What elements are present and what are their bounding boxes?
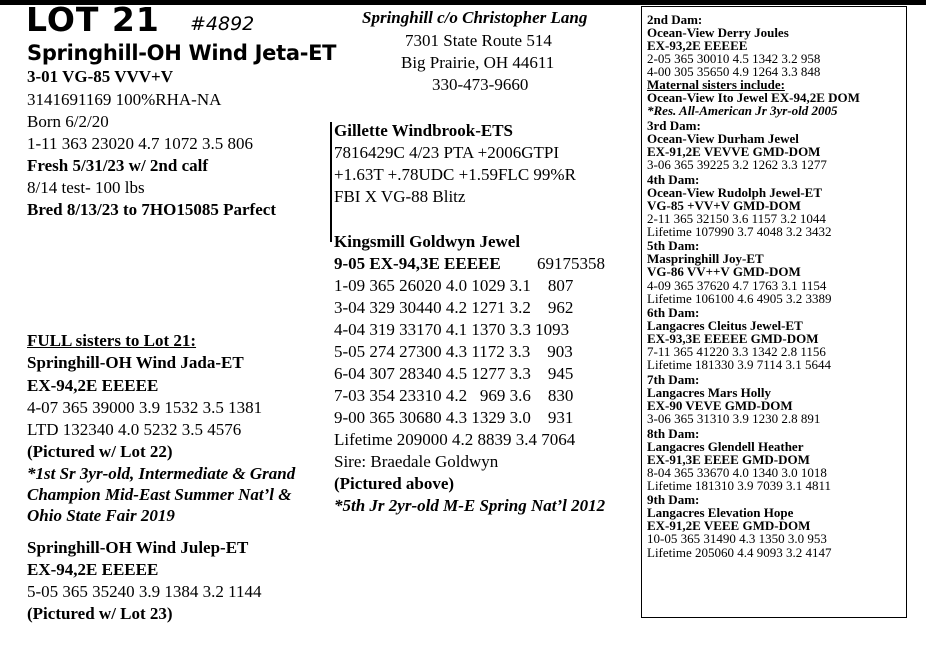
birth-date: Born 6/2/20	[27, 112, 109, 131]
sister2-pictured: (Pictured w/ Lot 23)	[27, 604, 173, 623]
pedigree-line: Langacres Mars Holly	[647, 384, 771, 400]
pedigree-line: Lifetime 181330 3.9 7114 3.1 5644	[647, 357, 832, 373]
test-result: 8/14 test- 100 lbs	[27, 178, 145, 197]
sister2-class: EX-94,2E EEEEE	[27, 560, 159, 579]
dam-generation-heading: 4th Dam:	[647, 171, 700, 187]
sire-name: Gillette Windbrook-ETS	[334, 121, 514, 140]
consignor-address1: 7301 State Route 514	[405, 31, 552, 50]
dam-generation-heading: 7th Dam:	[647, 371, 700, 387]
dam-generation-heading: 8th Dam:	[647, 425, 700, 441]
sister2-name: Springhill-OH Wind Julep-ET	[27, 538, 249, 557]
consignor-phone: 330-473-9660	[432, 75, 529, 94]
pedigree-line: EX-91,2E VEEE GMD-DOM	[647, 518, 811, 534]
dam-record: 5-05 274 27300 4.3 1172 3.3 903	[334, 342, 573, 361]
dam-record: 3-04 329 30440 4.2 1271 3.2 962	[334, 298, 574, 317]
dam-record: 4-04 319 33170 4.1 1370 3.3 1093	[334, 320, 570, 339]
pedigree-line: 3-06 365 31310 3.9 1230 2.8 891	[647, 411, 821, 426]
dam-generation-heading: 2nd Dam:	[647, 12, 703, 27]
sire-info: 7816429C 4/23 PTA +2006GTPI	[334, 143, 559, 162]
sister1-lifetime: LTD 132340 4.0 5232 3.5 4576	[27, 420, 242, 439]
fresh-date: Fresh 5/31/23 w/ 2nd calf	[27, 156, 209, 175]
sister1-note-line: Ohio State Fair 2019	[27, 506, 175, 525]
pedigree-line: Langacres Elevation Hope	[647, 505, 794, 521]
dam-record: 9-00 365 30680 4.3 1329 3.0 931	[334, 408, 574, 427]
pedigree-line: 4-00 305 35650 4.9 1264 3.3 848	[647, 64, 821, 80]
pedigree-line: 2-11 365 32150 3.6 1157 3.2 1044	[647, 210, 826, 226]
consignor-address2: Big Prairie, OH 44611	[401, 53, 555, 72]
pedigree-line: EX-90 VEVE GMD-DOM	[647, 397, 793, 413]
maternal-line-box	[641, 6, 907, 618]
sister1-pictured: (Pictured w/ Lot 22)	[27, 442, 173, 461]
pedigree-line: VG-85 +VV+V GMD-DOM	[647, 197, 801, 213]
dam-record: 6-04 307 28340 4.5 1277 3.3 945	[334, 364, 574, 383]
pedigree-line: 3-06 365 39225 3.2 1262 3.3 1277	[647, 157, 827, 173]
registration: 3141691169 100%RHA-NA	[27, 90, 222, 109]
pedigree-line: 2-05 365 30010 4.5 1342 3.2 958	[647, 51, 821, 67]
sister1-note-line: *1st Sr 3yr-old, Intermediate & Grand	[27, 464, 296, 483]
sister1-note-line: Champion Mid-East Summer Nat’l &	[27, 485, 292, 504]
dam-record: 1-09 365 26020 4.0 1029 3.1 807	[334, 276, 574, 295]
pedigree-line: EX-91,2E VEVVE GMD-DOM	[647, 144, 821, 159]
pedigree-line: 4-09 365 37620 4.7 1763 3.1 1154	[647, 277, 827, 293]
sister1-name: Springhill-OH Wind Jada-ET	[27, 353, 244, 372]
sire-info: FBI X VG-88 Blitz	[334, 187, 466, 206]
pedigree-line: EX-93,3E EEEEE GMD-DOM	[647, 331, 819, 347]
dam-generation-heading: 6th Dam:	[647, 305, 700, 321]
dam-note: *5th Jr 2yr-old M-E Spring Nat’l 2012	[334, 496, 606, 515]
dam-name: Kingsmill Goldwyn Jewel	[334, 232, 521, 251]
sire-info: +1.63T +.78UDC +1.59FLC 99%R	[334, 165, 576, 184]
pedigree-line: Lifetime 107990 3.7 4048 3.2 3432	[647, 223, 832, 239]
lot-number: #4892	[190, 13, 255, 35]
dam-pictured: (Pictured above)	[334, 474, 455, 493]
pedigree-line: Ocean-View Derry Joules	[647, 25, 789, 41]
pedigree-line: Ocean-View Rudolph Jewel-ET	[647, 184, 823, 200]
pedigree-line: Lifetime 181310 3.9 7039 3.1 4811	[647, 477, 832, 493]
pedigree-line: Langacres Glendell Heather	[647, 438, 804, 454]
sister2-record: 5-05 365 35240 3.9 1384 3.2 1144	[27, 582, 262, 601]
dam-record: 7-03 354 23310 4.2 969 3.6 830	[334, 386, 574, 405]
pedigree-line: EX-93,2E EEEEE	[647, 38, 748, 54]
dam-lifetime: Lifetime 209000 4.2 8839 3.4 7064	[334, 430, 576, 449]
pedigree-line: 7-11 365 41220 3.3 1342 2.8 1156	[647, 344, 826, 360]
pedigree-line: VG-86 VV++V GMD-DOM	[647, 264, 801, 280]
production-record: 1-11 363 23020 4.7 1072 3.5 806	[27, 134, 254, 153]
pedigree-line: Ocean-View Ito Jewel EX-94,2E DOM	[647, 90, 860, 106]
sister1-class: EX-94,2E EEEEE	[27, 376, 159, 395]
dam-generation-heading: 9th Dam:	[647, 492, 700, 508]
pedigree-line: Maspringhill Joy-ET	[647, 251, 764, 267]
pedigree-line: Langacres Cleitus Jewel-ET	[647, 318, 803, 334]
pedigree-line: *Res. All-American Jr 3yr-old 2005	[647, 103, 838, 119]
sister1-record: 4-07 365 39000 3.9 1532 3.5 1381	[27, 398, 263, 417]
dam-generation-heading: 5th Dam:	[647, 238, 700, 254]
pedigree-line: EX-91,3E EEEE GMD-DOM	[647, 451, 810, 467]
pedigree-line: Maternal sisters include:	[647, 77, 785, 93]
pedigree-line: Ocean-View Durham Jewel	[647, 130, 799, 146]
classification: 3-01 VG-85 VVV+V	[27, 67, 174, 86]
pedigree-line: 10-05 365 31490 4.3 1350 3.0 953	[647, 531, 827, 547]
animal-name: Springhill-OH Wind Jeta-ET	[27, 41, 337, 65]
breeding-info: Bred 8/13/23 to 7HO15085 Parfect	[27, 200, 276, 219]
full-sisters-heading: FULL sisters to Lot 21:	[27, 331, 197, 350]
consignor-name: Springhill c/o Christopher Lang	[362, 8, 588, 27]
dam-sire: Sire: Braedale Goldwyn	[334, 452, 499, 471]
pedigree-line: Lifetime 205060 4.4 9093 3.2 4147	[647, 544, 832, 560]
dam-class: 9-05 EX-94,3E EEEEE	[334, 254, 501, 273]
pedigree-line: 8-04 365 33670 4.0 1340 3.0 1018	[647, 464, 827, 480]
dam-registration: 69175358	[537, 254, 605, 273]
sire-divider	[330, 122, 332, 242]
dam-generation-heading: 3rd Dam:	[647, 117, 701, 133]
pedigree-line: Lifetime 106100 4.6 4905 3.2 3389	[647, 290, 832, 306]
lot-title: LOT 21	[26, 0, 160, 39]
